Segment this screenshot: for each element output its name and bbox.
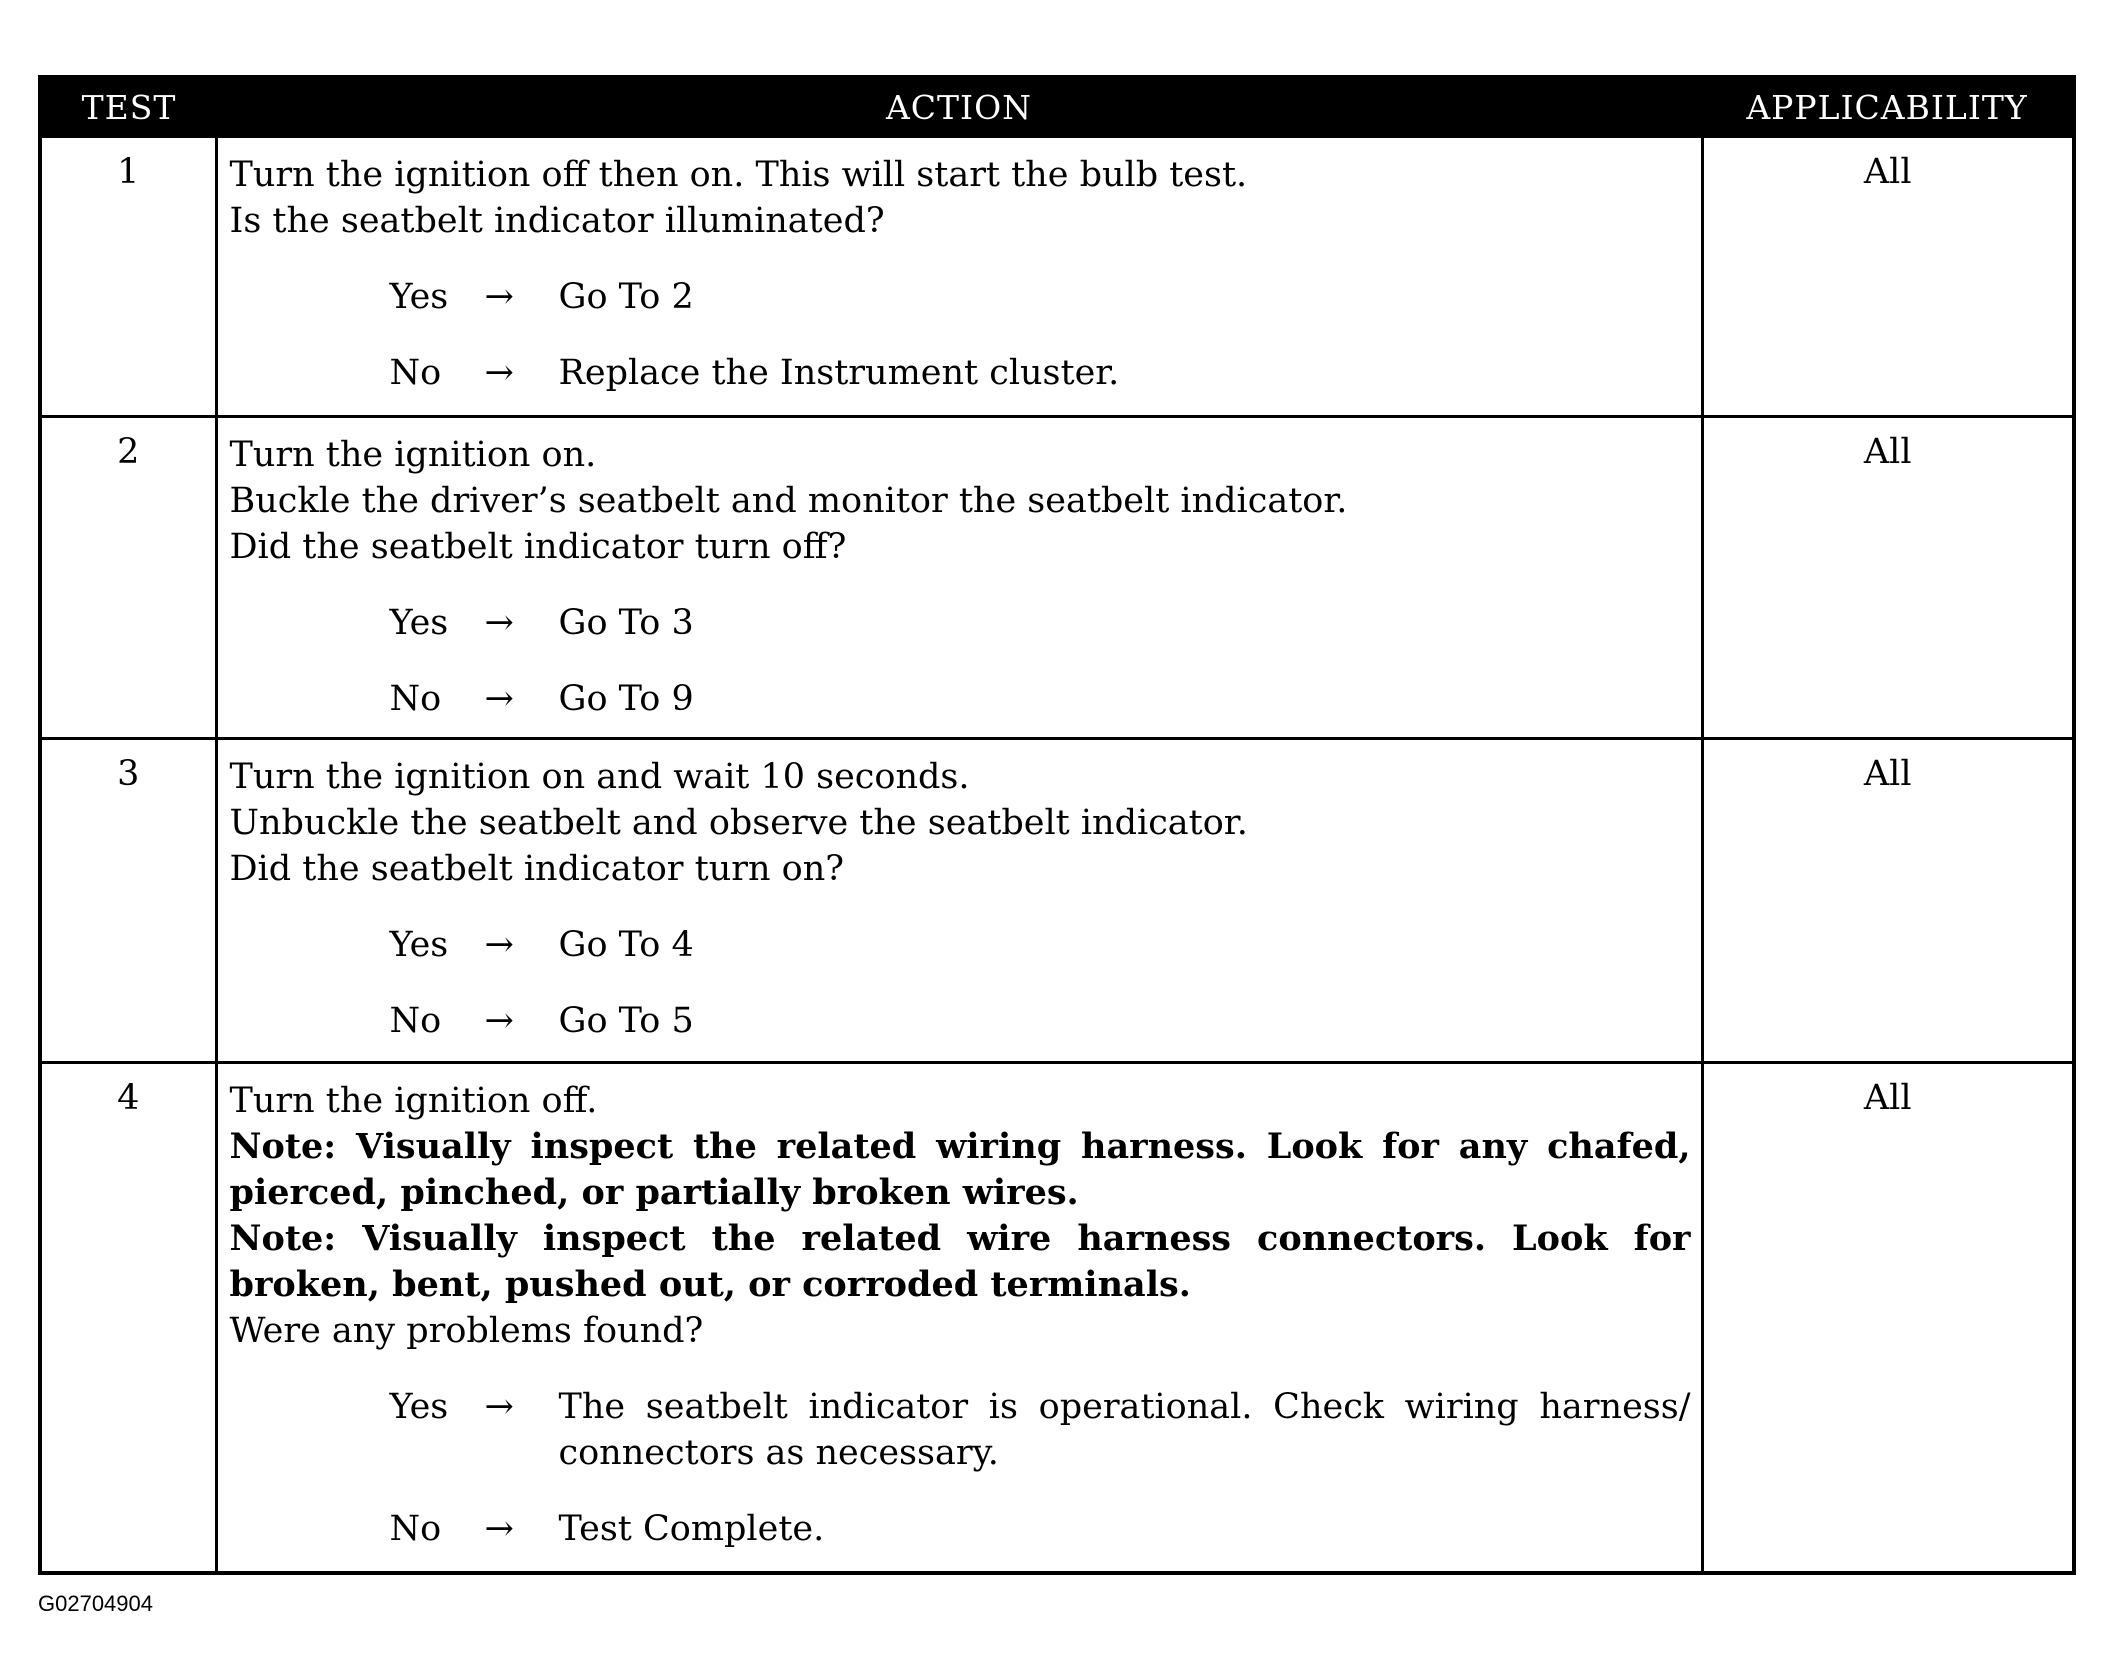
- right-arrow-icon: →: [484, 1001, 514, 1041]
- table-row: [40, 137, 2074, 417]
- action-line: Unbuckle the seatbelt and observe the seatbelt indicator.: [229, 803, 1248, 843]
- right-arrow-icon: →: [484, 603, 514, 643]
- right-arrow-icon: →: [484, 353, 514, 393]
- figure-id-label: G02704904: [38, 1591, 153, 1616]
- note-text: Note: Visually inspect the related wiring harness. Look for any chafed, pierced, pinched, or partially broken wires.: [229, 1126, 1691, 1213]
- action-cell: [216, 417, 1702, 739]
- action-line: Did the seatbelt indicator turn off?: [229, 527, 847, 567]
- applicability-cell: All: [1702, 1063, 2074, 1573]
- outcome-result: Go To 5: [558, 1001, 694, 1041]
- outcome-no: [390, 1506, 1691, 1552]
- action-cell: [216, 137, 1702, 417]
- outcome-result: Go To 2: [558, 277, 694, 317]
- outcome-result: Test Complete.: [558, 1509, 825, 1549]
- action-line: Turn the ignition off then on. This will start the bulb test.: [229, 155, 1248, 195]
- action-line: Is the seatbelt indicator illuminated?: [229, 201, 885, 241]
- action-line: Turn the ignition on.: [229, 435, 597, 475]
- outcome-no: [390, 350, 1691, 396]
- applicability-cell: All: [1702, 739, 2074, 1063]
- outcome-result: Go To 4: [558, 925, 694, 965]
- action-cell: [216, 1063, 1702, 1573]
- table-row: [40, 739, 2074, 1063]
- action-line: Were any problems found?: [229, 1311, 704, 1351]
- table-header-row: [40, 77, 2074, 137]
- action-line: Turn the ignition off.: [229, 1081, 598, 1121]
- action-line: Turn the ignition on and wait 10 seconds.: [229, 757, 970, 797]
- outcome-result: Go To 9: [558, 679, 694, 719]
- action-cell: [216, 739, 1702, 1063]
- outcome-no: [390, 676, 1691, 722]
- table-row: [40, 417, 2074, 739]
- outcome-label: No: [389, 1001, 442, 1041]
- outcome-label: Yes: [389, 925, 449, 965]
- right-arrow-icon: →: [484, 277, 514, 317]
- outcome-label: No: [389, 679, 442, 719]
- test-number: 3: [40, 739, 216, 1063]
- test-number: 4: [40, 1063, 216, 1573]
- applicability-cell: All: [1702, 417, 2074, 739]
- outcome-yes: [390, 600, 1691, 646]
- outcome-label: No: [389, 353, 442, 393]
- outcome-yes: [390, 1384, 1691, 1476]
- column-header-applicability: APPLICABILITY: [1702, 77, 2074, 137]
- test-number: 2: [40, 417, 216, 739]
- applicability-cell: All: [1702, 137, 2074, 417]
- column-header-action: ACTION: [216, 77, 1702, 137]
- column-header-test: TEST: [40, 77, 216, 137]
- outcome-no: [390, 998, 1691, 1044]
- test-number: 1: [40, 137, 216, 417]
- outcome-result: Go To 3: [558, 603, 694, 643]
- outcome-result: Replace the Instrument cluster.: [558, 353, 1120, 393]
- right-arrow-icon: →: [484, 679, 514, 719]
- outcome-yes: [390, 274, 1691, 320]
- note-text: Note: Visually inspect the related wire harness connectors. Look for broken, bent, pushed out, or corroded terminals.: [229, 1218, 1691, 1305]
- table-row: [40, 1063, 2074, 1573]
- action-line: Buckle the driver’s seatbelt and monitor the seatbelt indicator.: [229, 481, 1348, 521]
- outcome-result: The seatbelt indicator is operational. Check wiring harness/ connectors as necessary.: [558, 1387, 1691, 1473]
- outcome-label: Yes: [389, 1387, 449, 1427]
- action-line: Did the seatbelt indicator turn on?: [229, 849, 845, 889]
- outcome-label: Yes: [389, 603, 449, 643]
- diagnostic-test-table: [38, 75, 2076, 1575]
- right-arrow-icon: →: [484, 1387, 514, 1427]
- right-arrow-icon: →: [484, 1509, 514, 1549]
- outcome-yes: [390, 922, 1691, 968]
- right-arrow-icon: →: [484, 925, 514, 965]
- outcome-label: Yes: [389, 277, 449, 317]
- outcome-label: No: [389, 1509, 442, 1549]
